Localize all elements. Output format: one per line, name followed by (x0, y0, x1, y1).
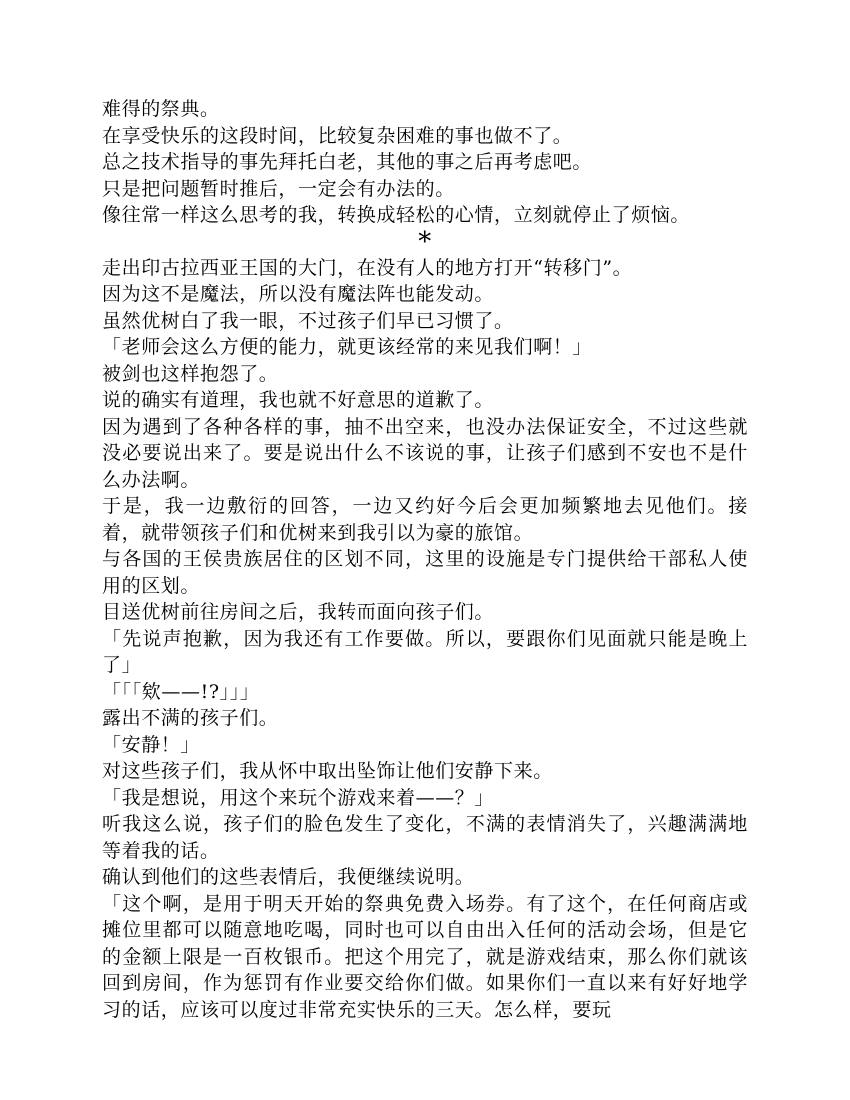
paragraph: 与各国的王侯贵族居住的区划不同，这里的设施是专门提供给干部私人使用的区划。 (102, 548, 748, 597)
paragraph: 说的确实有道理，我也就不好意思的道歉了。 (102, 389, 495, 411)
paragraph: 因为这不是魔法，所以没有魔法阵也能发动。 (102, 283, 495, 305)
paragraph: 「我是想说，用这个来玩个游戏来着——？」 (102, 786, 495, 809)
document-page (102, 96, 748, 1023)
paragraph: 「安静！」 (102, 733, 201, 756)
paragraph: 对这些孩子们，我从怀中取出坠饰让他们安静下来。 (102, 760, 553, 782)
paragraph: 「老师会这么方便的能力，就更该经常的来见我们啊！」 (102, 336, 593, 358)
paragraph: 「这个啊，是用于明天开始的祭典免费入场券。有了这个，在任何商店或摊位里都可以随意地吃喝，同时也可以自由出入任何的活动会场，但是它的金额上限是一百枚银币。把这个用完了，就是游戏结束，那么你们就该回到房间，作为惩罚有作业要交给你们做。如果你们一直以来有好好地学习的话，应该可以度过非常充实快乐的三天。怎么样，要玩 (102, 892, 748, 1021)
paragraph: 只是把问题暂时推后，一定会有办法的。 (102, 177, 455, 200)
paragraph: 露出不满的孩子们。 (102, 707, 279, 729)
paragraph: 因为遇到了各种各样的事，抽不出空来，也没办法保证安全，不过这些就没必要说出来了。要是说出什么不该说的事，让孩子们感到不安也不是什么办法啊。 (102, 415, 748, 491)
paragraph: 走出印古拉西亚王国的大门，在没有人的地方打开“转移门”。 (102, 256, 633, 279)
section-separator: * (418, 226, 432, 257)
paragraph: 确认到他们的这些表情后，我便继续说明。 (102, 866, 475, 888)
paragraph: 在享受快乐的这段时间，比较复杂困难的事也做不了。 (102, 124, 573, 147)
paragraph: 难得的祭典。 (102, 98, 220, 120)
paragraph: 「先说声抱歉，因为我还有工作要做。所以，要跟你们见面就只能是晚上了」 (102, 627, 748, 676)
section-2 (102, 255, 748, 1024)
paragraph: 目送优树前往房间之后，我转而面向孩子们。 (102, 601, 495, 623)
paragraph: 于是，我一边敷衍的回答，一边又约好今后会更加频繁地去见他们。接着，就带领孩子们和优树来到我引以为豪的旅馆。 (102, 495, 748, 544)
paragraph: 总之技术指导的事先拜托白老，其他的事之后再考虑吧。 (102, 151, 593, 173)
section-1 (102, 96, 748, 229)
paragraph: 听我这么说，孩子们的脸色发生了变化，不满的表情消失了，兴趣满满地等着我的话。 (102, 813, 748, 862)
paragraph: 「「「欸——!?」」」 (102, 680, 260, 703)
paragraph: 虽然优树白了我一眼，不过孩子们早已习惯了。 (102, 309, 514, 332)
paragraph: 被剑也这样抱怨了。 (102, 362, 279, 385)
paragraph: 像往常一样这么思考的我，转换成轻松的心情，立刻就停止了烦恼。 (102, 204, 691, 226)
